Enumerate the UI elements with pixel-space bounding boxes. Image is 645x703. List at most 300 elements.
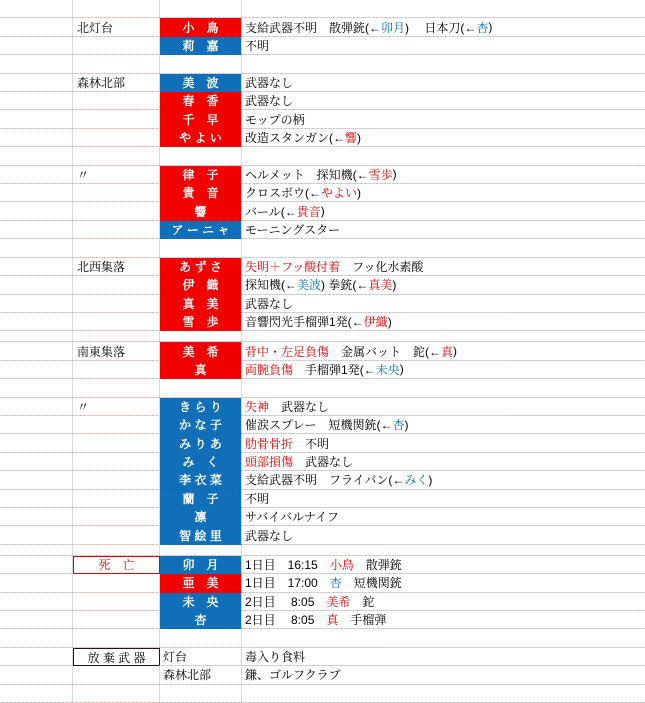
- detail-text: ): [488, 20, 493, 35]
- name-cell[interactable]: [160, 184, 242, 202]
- detail-cell[interactable]: [242, 648, 645, 666]
- sub-location-label: 森林北部: [163, 668, 212, 683]
- location-cell[interactable]: [73, 147, 160, 165]
- detail-text: 伊織: [363, 315, 388, 330]
- sheet-row-24: [0, 416, 645, 434]
- name-cell[interactable]: [160, 258, 242, 276]
- character-name: 千 早: [182, 112, 219, 127]
- row-margin-cell[interactable]: [0, 166, 73, 184]
- detail-cell[interactable]: [242, 166, 645, 184]
- sheet-row-12: [0, 202, 645, 220]
- sheet-row-11: [0, 184, 645, 202]
- detail-text: 背中・左足負傷: [245, 344, 330, 359]
- detail-text: 貴音: [296, 204, 321, 219]
- location-cell[interactable]: [73, 110, 160, 128]
- sheet-row-27: [0, 471, 645, 489]
- name-cell[interactable]: [160, 110, 242, 128]
- detail-text: 小鳥: [329, 557, 354, 572]
- character-name: き ら り: [179, 399, 222, 414]
- name-cell[interactable]: [160, 453, 242, 471]
- name-cell[interactable]: [160, 74, 242, 92]
- detail-cell[interactable]: [242, 416, 645, 434]
- sheet-row-7: [0, 110, 645, 128]
- character-name: 真: [194, 362, 207, 377]
- name-cell[interactable]: [160, 416, 242, 434]
- sheet-row-25: [0, 434, 645, 452]
- location-cell[interactable]: [73, 276, 160, 294]
- name-cell[interactable]: [160, 37, 242, 55]
- location-label: 〃: [77, 167, 90, 182]
- section-label: 放 棄 武 器: [87, 650, 146, 665]
- detail-cell[interactable]: [242, 666, 645, 684]
- detail-text: 武器なし: [269, 399, 330, 414]
- detail-cell[interactable]: [242, 313, 645, 331]
- character-name: 律 子: [182, 167, 219, 182]
- detail-text: 杏: [329, 576, 342, 591]
- detail-text: 不明: [293, 436, 330, 451]
- detail-cell[interactable]: [242, 331, 645, 342]
- row-margin-cell[interactable]: [0, 18, 73, 36]
- detail-text: 杏: [392, 418, 405, 433]
- detail-text: みく: [404, 473, 429, 488]
- detail-text: 短機関銃: [341, 576, 402, 591]
- character-name: あ ず さ: [179, 259, 222, 274]
- location-cell[interactable]: [73, 471, 160, 489]
- row-margin-cell[interactable]: [0, 648, 73, 666]
- sheet-row-5: [0, 74, 645, 92]
- name-cell[interactable]: [160, 18, 242, 36]
- sub-location-cell[interactable]: [160, 239, 242, 257]
- sub-location-cell[interactable]: [160, 666, 242, 684]
- row-margin-cell[interactable]: [0, 593, 73, 611]
- name-cell[interactable]: [160, 361, 242, 379]
- detail-text: モーニングスター: [245, 223, 341, 238]
- character-name: 春 香: [182, 94, 219, 109]
- character-name: 凛: [194, 510, 207, 525]
- character-name: 卯 月: [182, 557, 219, 572]
- row-margin-cell[interactable]: [0, 202, 73, 220]
- row-margin-cell[interactable]: [0, 629, 73, 647]
- location-cell[interactable]: [73, 331, 160, 342]
- name-cell[interactable]: [160, 202, 242, 220]
- sheet-row-9: [0, 147, 645, 165]
- detail-text: サバイバルナイフ: [245, 510, 339, 525]
- detail-text: 武器なし: [293, 454, 354, 469]
- detail-text: 真: [441, 344, 454, 359]
- detail-text: 肋骨骨折: [245, 436, 294, 451]
- location-cell[interactable]: [73, 666, 160, 684]
- location-cell[interactable]: [73, 74, 160, 92]
- character-name: 小 鳥: [182, 20, 219, 35]
- sheet-row-35: [0, 611, 645, 629]
- row-margin-cell[interactable]: [0, 556, 73, 574]
- name-cell[interactable]: [160, 398, 242, 416]
- character-name: 伊 織: [182, 278, 219, 293]
- detail-text: 響: [345, 131, 358, 146]
- detail-text: 真美: [368, 278, 393, 293]
- row-margin-cell[interactable]: [0, 221, 73, 239]
- detail-text: 不明: [245, 39, 270, 54]
- detail-cell[interactable]: [242, 276, 645, 294]
- character-name: 莉 嘉: [182, 39, 219, 54]
- location-cell[interactable]: [73, 129, 160, 147]
- detail-text: ): [404, 417, 409, 432]
- sheet-row-14: [0, 239, 645, 257]
- row-margin-cell[interactable]: [0, 574, 73, 592]
- sub-location-cell[interactable]: [160, 685, 242, 703]
- detail-text: 手榴弾: [338, 613, 387, 628]
- row-margin-cell[interactable]: [0, 416, 73, 434]
- sub-location-label: 灯台: [163, 650, 188, 665]
- detail-text: 鉈: [350, 594, 375, 609]
- location-cell[interactable]: [73, 648, 160, 666]
- detail-cell[interactable]: [242, 129, 645, 147]
- sheet-row-33: [0, 574, 645, 592]
- character-name: か な 子: [179, 418, 222, 433]
- location-cell[interactable]: [73, 574, 160, 592]
- location-cell[interactable]: [73, 434, 160, 452]
- sheet-row-6: [0, 92, 645, 110]
- location-cell[interactable]: [73, 685, 160, 703]
- detail-text: 真: [326, 613, 339, 628]
- name-cell[interactable]: [160, 574, 242, 592]
- sheet-row-18: [0, 313, 645, 331]
- row-margin-cell[interactable]: [0, 258, 73, 276]
- sheet-row-37: [0, 648, 645, 666]
- detail-text: ) 日本刀(←: [405, 20, 477, 35]
- detail-cell[interactable]: [242, 110, 645, 128]
- name-cell[interactable]: [160, 556, 242, 574]
- detail-text: 両腕負傷: [245, 362, 294, 377]
- sheet-row-31: [0, 545, 645, 556]
- row-margin-cell[interactable]: [0, 379, 73, 397]
- character-name: み り あ: [179, 436, 222, 451]
- detail-cell[interactable]: [242, 611, 645, 629]
- sub-location-cell[interactable]: [160, 648, 242, 666]
- character-name: 未 央: [182, 594, 219, 609]
- detail-cell[interactable]: [242, 92, 645, 110]
- sub-location-cell[interactable]: [160, 629, 242, 647]
- name-cell[interactable]: [160, 434, 242, 452]
- location-label: 南東集落: [77, 344, 126, 359]
- location-label: 〃: [77, 399, 90, 414]
- detail-text: ): [392, 167, 397, 182]
- location-cell[interactable]: [73, 611, 160, 629]
- detail-text: 鎌、ゴルフクラブ: [245, 668, 341, 683]
- detail-text: モップの柄: [245, 112, 305, 127]
- detail-text: ): [399, 362, 404, 377]
- row-margin-cell[interactable]: [0, 666, 73, 684]
- detail-text: ): [357, 185, 362, 200]
- location-cell[interactable]: [73, 342, 160, 360]
- detail-text: 卯月: [381, 20, 406, 35]
- name-cell[interactable]: [160, 490, 242, 508]
- sheet-row-32: [0, 556, 645, 574]
- location-cell[interactable]: [73, 379, 160, 397]
- detail-text: 不明: [245, 491, 270, 506]
- detail-text: やよい: [321, 186, 358, 201]
- location-cell[interactable]: [73, 202, 160, 220]
- detail-text: フッ化水素酸: [340, 259, 424, 274]
- row-margin-cell[interactable]: [0, 239, 73, 257]
- row-margin-cell[interactable]: [0, 434, 73, 452]
- sheet-row-17: [0, 295, 645, 313]
- section-label: 死 亡: [98, 558, 135, 573]
- detail-cell[interactable]: [242, 545, 645, 556]
- character-name: や よ い: [179, 131, 222, 146]
- detail-cell[interactable]: [242, 361, 645, 379]
- sheet-row-23: [0, 398, 645, 416]
- detail-text: 美波: [297, 278, 322, 293]
- row-margin-cell[interactable]: [0, 526, 73, 544]
- detail-text: 武器なし: [245, 528, 294, 543]
- character-name: 智 絵 里: [179, 528, 222, 543]
- detail-text: 2日目 8:05: [245, 613, 327, 628]
- sheet-row-29: [0, 508, 645, 526]
- detail-cell[interactable]: [242, 0, 645, 18]
- detail-cell[interactable]: [242, 184, 645, 202]
- detail-cell[interactable]: [242, 453, 645, 471]
- location-cell[interactable]: [73, 490, 160, 508]
- detail-text: 杏: [476, 20, 489, 35]
- location-cell[interactable]: [73, 18, 160, 36]
- sub-location-cell[interactable]: [160, 55, 242, 73]
- sheet-row-4: [0, 55, 645, 73]
- location-cell[interactable]: [73, 221, 160, 239]
- row-margin-cell[interactable]: [0, 453, 73, 471]
- detail-cell[interactable]: [242, 37, 645, 55]
- row-margin-cell[interactable]: [0, 295, 73, 313]
- character-name: 雪 歩: [182, 315, 219, 330]
- row-margin-cell[interactable]: [0, 361, 73, 379]
- sheet-row-26: [0, 453, 645, 471]
- detail-text: バール(←: [245, 204, 297, 219]
- location-cell[interactable]: [73, 545, 160, 556]
- detail-cell[interactable]: [242, 18, 645, 36]
- name-cell[interactable]: [160, 611, 242, 629]
- location-cell[interactable]: [73, 416, 160, 434]
- detail-text: ): [320, 204, 325, 219]
- sub-location-cell[interactable]: [160, 379, 242, 397]
- character-name: ア ー ニ ャ: [171, 223, 230, 238]
- detail-cell[interactable]: [242, 685, 645, 703]
- location-cell[interactable]: [73, 166, 160, 184]
- detail-cell[interactable]: [242, 398, 645, 416]
- detail-text: 支給武器不明 散弾銃(←: [245, 20, 381, 35]
- sheet-row-3: [0, 37, 645, 55]
- location-cell[interactable]: [73, 526, 160, 544]
- row-margin-cell[interactable]: [0, 471, 73, 489]
- location-cell[interactable]: [73, 556, 160, 574]
- character-name: 美 希: [182, 344, 219, 359]
- detail-cell[interactable]: [242, 239, 645, 257]
- detail-text: 手榴弾1発(←: [293, 362, 376, 377]
- detail-text: 武器なし: [245, 94, 294, 109]
- detail-cell[interactable]: [242, 508, 645, 526]
- name-cell[interactable]: [160, 526, 242, 544]
- sheet-row-15: [0, 258, 645, 276]
- name-cell[interactable]: [160, 342, 242, 360]
- detail-text: 失明＋フッ酸付着: [245, 259, 341, 274]
- detail-text: ): [387, 314, 392, 329]
- character-name: 杏: [194, 613, 207, 628]
- detail-cell[interactable]: [242, 629, 645, 647]
- location-label: 森林北部: [77, 75, 126, 90]
- row-margin-cell[interactable]: [0, 342, 73, 360]
- detail-cell[interactable]: [242, 434, 645, 452]
- sheet-row-2: [0, 18, 645, 36]
- detail-text: 武器なし: [245, 296, 294, 311]
- sheet-row-30: [0, 526, 645, 544]
- location-cell[interactable]: [73, 313, 160, 331]
- row-margin-cell[interactable]: [0, 545, 73, 556]
- row-margin-cell[interactable]: [0, 685, 73, 703]
- sheet-row-38: [0, 666, 645, 684]
- detail-text: 毒入り食料: [245, 650, 306, 665]
- character-name: 美 波: [182, 75, 219, 90]
- detail-cell[interactable]: [242, 471, 645, 489]
- detail-cell[interactable]: [242, 342, 645, 360]
- sub-location-cell[interactable]: [160, 147, 242, 165]
- location-cell[interactable]: [73, 508, 160, 526]
- sheet-row-39: [0, 685, 645, 703]
- row-margin-cell[interactable]: [0, 398, 73, 416]
- detail-text: ): [392, 277, 397, 292]
- location-label: 北西集落: [77, 259, 126, 274]
- row-margin-cell[interactable]: [0, 55, 73, 73]
- name-cell[interactable]: [160, 313, 242, 331]
- detail-cell[interactable]: [242, 593, 645, 611]
- sheet-row-21: [0, 361, 645, 379]
- row-margin-cell[interactable]: [0, 490, 73, 508]
- character-name: 真 美: [182, 296, 219, 311]
- location-cell[interactable]: [73, 629, 160, 647]
- name-cell[interactable]: [160, 221, 242, 239]
- sheet-row-1: [0, 0, 645, 18]
- detail-text: 2日目 8:05: [245, 594, 327, 609]
- detail-cell[interactable]: [242, 55, 645, 73]
- name-cell[interactable]: [160, 471, 242, 489]
- row-margin-cell[interactable]: [0, 331, 73, 342]
- sheet-row-19: [0, 331, 645, 342]
- detail-cell[interactable]: [242, 74, 645, 92]
- location-cell[interactable]: [73, 593, 160, 611]
- sub-location-cell[interactable]: [160, 0, 242, 18]
- detail-text: ): [428, 472, 433, 487]
- row-margin-cell[interactable]: [0, 147, 73, 165]
- location-cell[interactable]: [73, 295, 160, 313]
- name-cell[interactable]: [160, 129, 242, 147]
- detail-text: ): [357, 130, 362, 145]
- detail-text: 雪歩: [368, 167, 393, 182]
- sheet-row-34: [0, 593, 645, 611]
- detail-text: ヘルメット 探知機(←: [245, 167, 369, 182]
- row-margin-cell[interactable]: [0, 276, 73, 294]
- detail-cell[interactable]: [242, 147, 645, 165]
- name-cell[interactable]: [160, 508, 242, 526]
- name-cell[interactable]: [160, 276, 242, 294]
- detail-text: 散弾銃: [353, 557, 402, 572]
- detail-text: 頭部損傷: [245, 454, 294, 469]
- character-name: 響: [194, 204, 207, 219]
- location-cell[interactable]: [73, 398, 160, 416]
- detail-text: 催涙スプレー 短機関銃(←: [245, 418, 393, 433]
- detail-text: ) 拳銃(←: [321, 278, 369, 293]
- row-margin-cell[interactable]: [0, 508, 73, 526]
- location-cell[interactable]: [73, 92, 160, 110]
- row-margin-cell[interactable]: [0, 110, 73, 128]
- sheet-row-13: [0, 221, 645, 239]
- detail-cell[interactable]: [242, 490, 645, 508]
- location-cell[interactable]: [73, 453, 160, 471]
- sheet-row-36: [0, 629, 645, 647]
- detail-text: ): [453, 344, 458, 359]
- detail-text: 改造スタンガン(←: [245, 131, 345, 146]
- character-name: 貴 音: [182, 186, 219, 201]
- detail-cell[interactable]: [242, 574, 645, 592]
- location-cell[interactable]: [73, 239, 160, 257]
- detail-text: 探知機(←: [245, 278, 297, 293]
- location-cell[interactable]: [73, 184, 160, 202]
- detail-cell[interactable]: [242, 295, 645, 313]
- name-cell[interactable]: [160, 92, 242, 110]
- detail-text: 未央: [375, 362, 400, 377]
- detail-text: 武器なし: [245, 75, 294, 90]
- detail-text: 1日目 17:00: [245, 576, 330, 591]
- detail-text: 1日目 16:15: [245, 557, 330, 572]
- detail-text: 美希: [326, 594, 351, 609]
- location-cell[interactable]: [73, 258, 160, 276]
- row-margin-cell[interactable]: [0, 74, 73, 92]
- detail-text: 金属バット 鉈(←: [329, 344, 442, 359]
- character-name: み く: [182, 454, 219, 469]
- location-cell[interactable]: [73, 37, 160, 55]
- detail-text: 失神: [245, 399, 270, 414]
- row-margin-cell[interactable]: [0, 611, 73, 629]
- row-margin-cell[interactable]: [0, 313, 73, 331]
- location-cell[interactable]: [73, 55, 160, 73]
- character-name: 亜 美: [182, 576, 219, 591]
- row-margin-cell[interactable]: [0, 0, 73, 18]
- sub-location-cell[interactable]: [160, 545, 242, 556]
- row-margin-cell[interactable]: [0, 37, 73, 55]
- location-cell[interactable]: [73, 361, 160, 379]
- row-margin-cell[interactable]: [0, 129, 73, 147]
- detail-cell[interactable]: [242, 258, 645, 276]
- detail-cell[interactable]: [242, 202, 645, 220]
- sub-location-cell[interactable]: [160, 331, 242, 342]
- sheet-row-28: [0, 490, 645, 508]
- detail-text: 音響閃光手榴弾1発(←: [245, 315, 364, 330]
- name-cell[interactable]: [160, 593, 242, 611]
- sheet-row-22: [0, 379, 645, 397]
- sheet-row-8: [0, 129, 645, 147]
- location-cell[interactable]: [73, 0, 160, 18]
- detail-cell[interactable]: [242, 556, 645, 574]
- name-cell[interactable]: [160, 295, 242, 313]
- detail-cell[interactable]: [242, 379, 645, 397]
- location-label: 北灯台: [77, 20, 114, 35]
- detail-cell[interactable]: [242, 526, 645, 544]
- name-cell[interactable]: [160, 166, 242, 184]
- sheet-row-10: [0, 166, 645, 184]
- sheet-row-20: [0, 342, 645, 360]
- detail-cell[interactable]: [242, 221, 645, 239]
- detail-text: 支給武器不明 フライパン(←: [245, 473, 405, 488]
- character-name: 蘭 子: [182, 491, 219, 506]
- row-margin-cell[interactable]: [0, 184, 73, 202]
- row-margin-cell[interactable]: [0, 92, 73, 110]
